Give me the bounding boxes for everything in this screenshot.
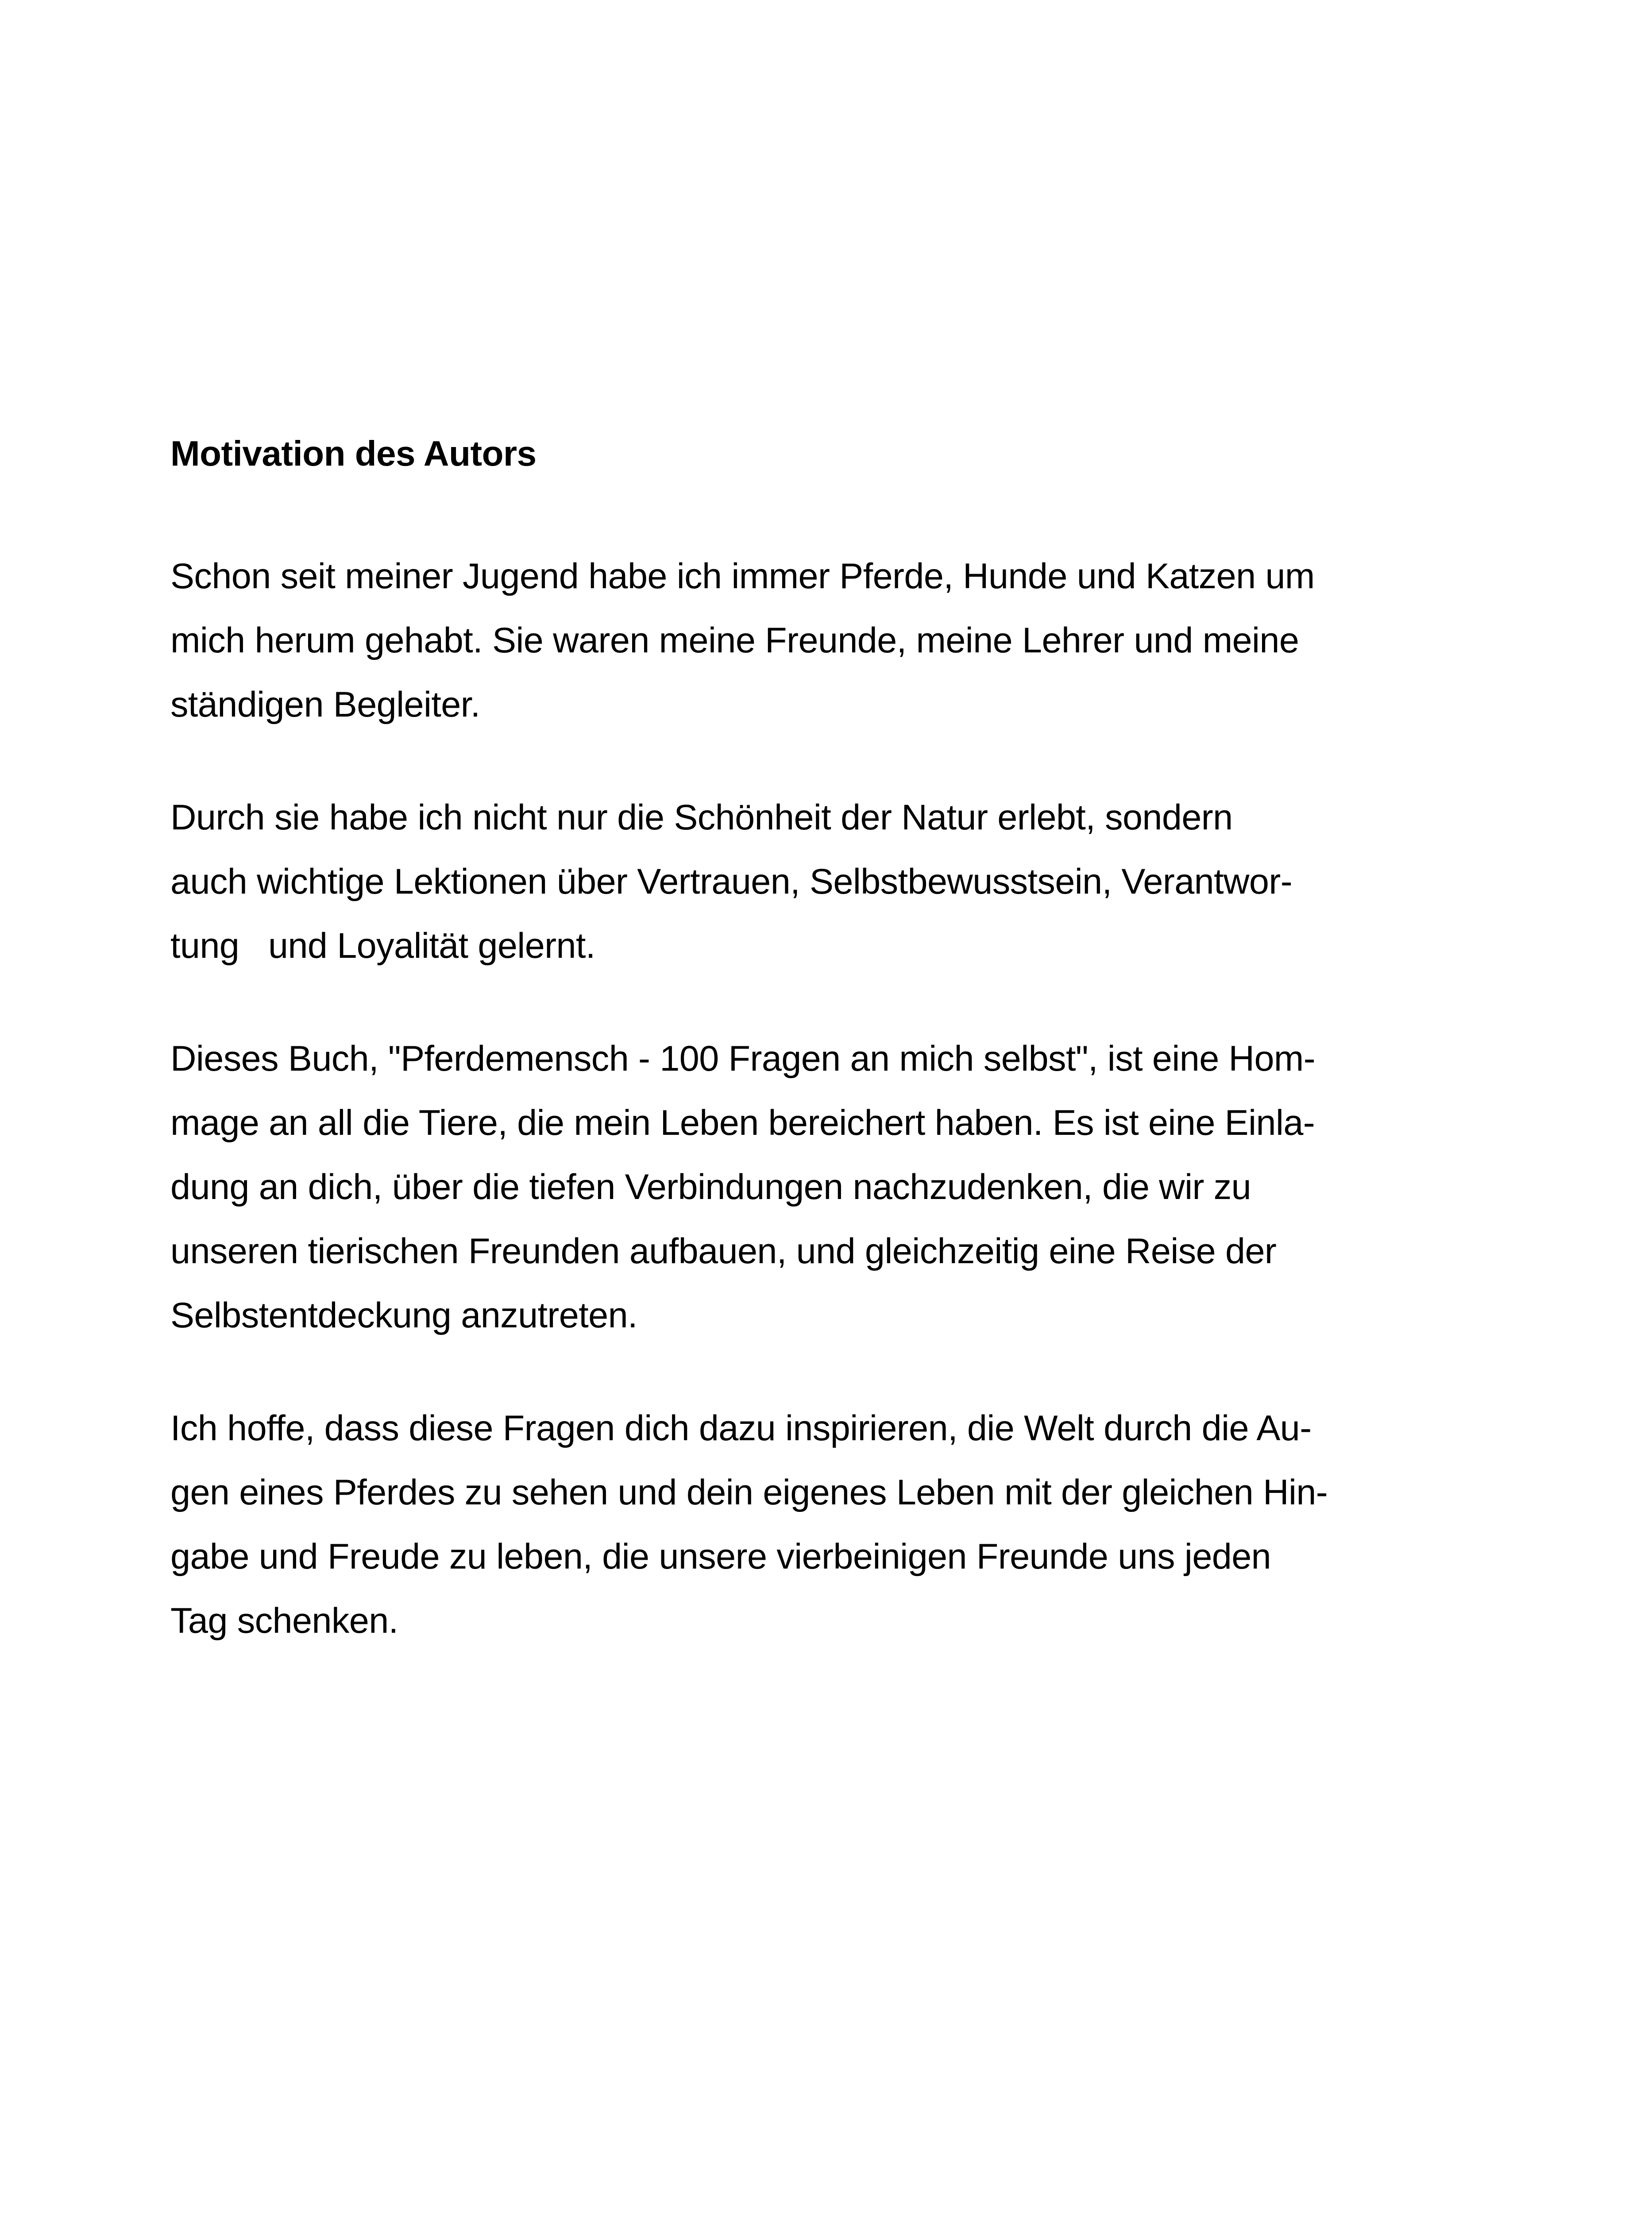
text-line: mage an all die Tiere, die mein Leben bereichert haben. Es ist eine Einla- [170, 1103, 1315, 1143]
text-line: Selbstentdeckung anzutreten. [170, 1295, 637, 1335]
page-content [170, 432, 1521, 1702]
text-line: Schon seit meiner Jugend habe ich immer Pferde, Hunde und Katzen um [170, 556, 1315, 596]
paragraph-3 [170, 1027, 1521, 1348]
text-line: Ich hoffe, dass diese Fragen dich dazu inspirieren, die Welt durch die Au- [170, 1408, 1312, 1448]
paragraph-4 [170, 1396, 1521, 1653]
text-line: Durch sie habe ich nicht nur die Schönheit der Natur erlebt, sondern [170, 798, 1233, 837]
text-line: Tag schenken. [170, 1601, 398, 1641]
section-title: Motivation des Autors [170, 434, 537, 473]
text-line: unseren tierischen Freunden aufbauen, und gleichzeitig eine Reise der [170, 1231, 1277, 1271]
text-line: mich herum gehabt. Sie waren meine Freunde, meine Lehrer und meine [170, 621, 1299, 660]
paragraph-2 [170, 786, 1521, 978]
text-line: Dieses Buch, "Pferdemensch - 100 Fragen an mich selbst", ist eine Hom- [170, 1039, 1316, 1079]
paragraph-1 [170, 544, 1521, 737]
text-line: dung an dich, über die tiefen Verbindungen nachzudenken, die wir zu [170, 1167, 1251, 1207]
text-line: gabe und Freude zu leben, die unsere vierbeinigen Freunde uns jeden [170, 1537, 1271, 1577]
text-line: tung und Loyalität gelernt. [170, 926, 595, 966]
text-line: ständigen Begleiter. [170, 685, 480, 725]
text-line: auch wichtige Lektionen über Vertrauen, Selbstbewusstsein, Verantwor- [170, 862, 1293, 902]
text-line: gen eines Pferdes zu sehen und dein eigenes Leben mit der gleichen Hin- [170, 1473, 1328, 1512]
